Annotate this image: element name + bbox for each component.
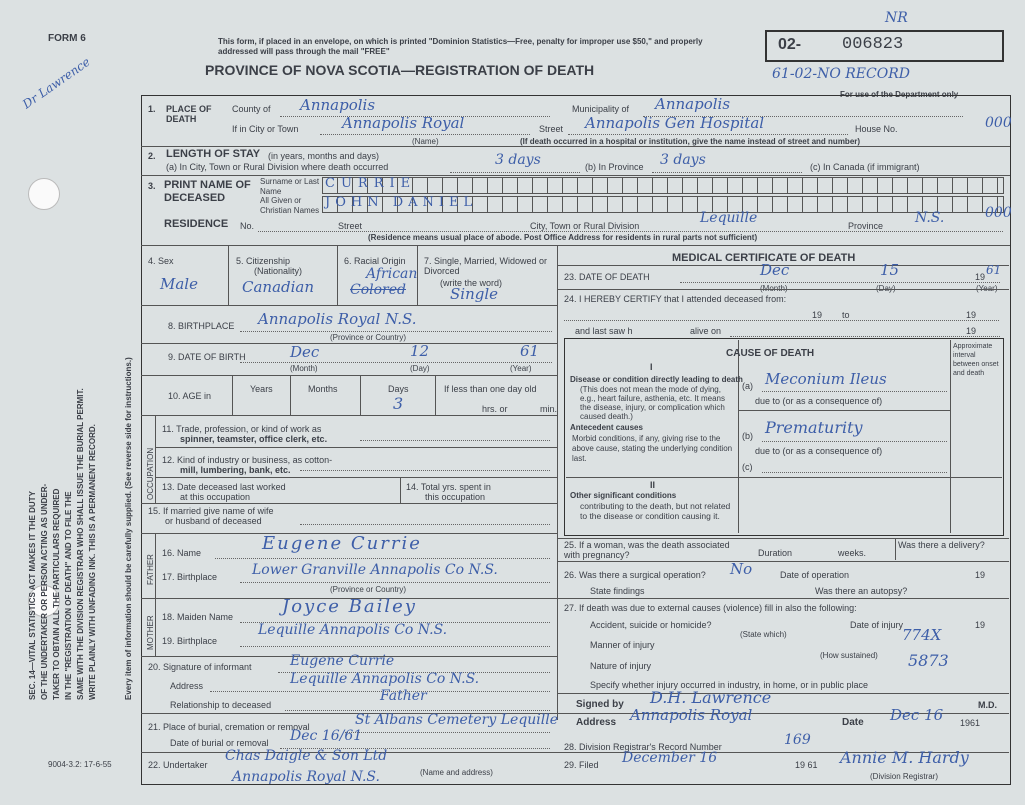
op-date-label: Date of operation — [780, 570, 850, 580]
dob-day-sub: (Day) — [410, 364, 430, 373]
city-value: Annapolis Royal — [342, 114, 465, 132]
q23-label: 23. DATE OF DEATH — [564, 272, 650, 282]
code-2: 5873 — [908, 651, 949, 670]
roman-2: II — [650, 480, 656, 490]
duration-label: Duration — [758, 548, 793, 558]
res-prov-value: N.S. — [915, 210, 945, 226]
death-month: Dec — [760, 261, 790, 279]
hosp-note: (If death occurred in a hospital or institution, give the name instead of street and number) — [520, 137, 861, 146]
res-no: No. — [240, 221, 255, 231]
name-sub: (Name) — [412, 137, 439, 146]
dob-month-sub: (Month) — [290, 364, 318, 373]
death-day: 15 — [880, 261, 900, 279]
death-year: 61 — [986, 263, 1002, 277]
cod-a: (a) — [742, 381, 753, 391]
sex-label: 4. Sex — [148, 256, 174, 266]
mail-notice: This form, if placed in an envelope, on which is printed "Dominion Statistics—Free, penalty for improper use $50," and properly addressed will pass through the mail "FREE" — [218, 37, 703, 56]
dob-month: Dec — [290, 343, 320, 361]
res-note: (Residence means usual place of abode. Post Office Address for residents in rural parts not sufficient) — [368, 233, 758, 242]
state-which: (State which) — [740, 630, 787, 639]
house-label: House No. — [855, 124, 898, 134]
q24-label: 24. I HEREBY CERTIFY that I attended deceased from: — [564, 294, 787, 304]
findings-label: State findings — [590, 586, 645, 596]
nature-label: Nature of injury — [590, 661, 652, 671]
place-code: 000 — [985, 115, 1012, 131]
filed-year: 19 61 — [795, 760, 818, 770]
age-days-value: 3 — [393, 394, 404, 413]
cod-title: CAUSE OF DEATH — [726, 348, 815, 359]
residence-label: RESIDENCE — [164, 218, 229, 230]
hrs-label: hrs. or — [482, 404, 508, 414]
stay-a-value: 3 days — [495, 152, 541, 168]
nr-mark: NR — [885, 10, 908, 26]
margin-handwritten: Dr Lawrence — [20, 54, 93, 112]
q25-label: 25. If a woman, was the death associated with pregnancy? — [564, 540, 730, 560]
q16-label: 16. Name — [162, 548, 202, 558]
alive-19: 19 — [966, 326, 977, 336]
disease-label: Disease or condition directly leading to death — [570, 375, 743, 384]
q13-b: at this occupation — [180, 492, 251, 502]
street-label: Street — [539, 124, 564, 134]
occupation-side: OCCUPATION — [146, 447, 155, 500]
birthplace-label: 8. BIRTHPLACE — [168, 321, 235, 331]
stay-sub: (in years, months and days) — [268, 151, 380, 161]
stay-b-value: 3 days — [660, 152, 706, 168]
surname-cells — [322, 177, 1004, 194]
mother-name: Joyce Bailey — [282, 596, 417, 617]
sex-value: Male — [160, 275, 198, 293]
res-code: 000 — [985, 205, 1012, 221]
med-title: MEDICAL CERTIFICATE OF DEATH — [672, 252, 856, 264]
cod-b: (b) — [742, 431, 753, 441]
margin-explain: Every item of information should be carefully supplied. (See reverse side for instructions.) — [124, 357, 133, 700]
mother-side: MOTHER — [146, 615, 155, 650]
undertaker-name: Chas Daigle & Son Ltd — [225, 748, 388, 764]
q11-b: spinner, teamster, office clerk, etc. — [180, 434, 328, 444]
lt-day-label: If less than one day old — [444, 384, 537, 394]
marital-label: 7. Single, Married, Widowed or Divorced — [424, 256, 548, 276]
filed-date: December 16 — [622, 750, 718, 766]
roman-1: I — [650, 362, 653, 372]
q17-label: 17. Birthplace — [162, 572, 218, 582]
how-sustained: (How sustained) — [820, 651, 878, 660]
undertaker-sub: (Name and address) — [420, 768, 493, 777]
res-city-label: City, Town or Rural Division — [530, 221, 640, 231]
sec14-line3: TAKER TO OBTAIN ALL THE PARTICULARS REQUIRED — [52, 488, 61, 700]
q15-b: or husband of deceased — [165, 516, 262, 526]
dept-note: 61-02-NO RECORD — [772, 66, 910, 82]
div-registrar: (Division Registrar) — [870, 772, 939, 781]
burial-date: Dec 16/61 — [290, 728, 363, 744]
q26-label: 26. Was there a surgical operation? — [564, 570, 706, 580]
q15-a: 15. If married give name of wife — [148, 506, 274, 516]
father-side: FATHER — [146, 554, 155, 585]
q27-label: 27. If death was due to external causes (violence) fill in also the following: — [564, 603, 857, 613]
sec14-line1: SEC. 14—VITAL STATISTICS ACT MAKES IT THE DUTY — [28, 491, 37, 700]
burial-place: St Albans Cemetery Lequille — [355, 712, 559, 728]
surname-value: CURRIE — [325, 176, 417, 191]
q20-label: 20. Signature of informant — [148, 662, 252, 672]
accident-label: Accident, suicide or homicide? — [590, 620, 712, 630]
other-note: contributing to the death, but not related to the disease or condition causing it. — [580, 501, 731, 521]
father-name: Eugene Currie — [262, 533, 422, 554]
q11-a: 11. Trade, profession, or kind of work as — [162, 424, 322, 434]
q21-a: 21. Place of burial, cremation or removal — [148, 722, 310, 732]
q1-num: 1. — [148, 104, 156, 114]
q19-label: 19. Birthplace — [162, 636, 218, 646]
muni-value: Annapolis — [655, 95, 731, 113]
age-months: Months — [308, 384, 338, 394]
binder-hole-top — [28, 178, 60, 210]
q24-19a: 19 — [812, 310, 823, 320]
q12-a: 12. Kind of industry or business, as cotton- — [162, 455, 333, 465]
informant-addr: Lequille Annapolis Co N.S. — [290, 671, 480, 687]
age-label: 10. AGE in — [168, 391, 212, 401]
q28-label: 28. Division Registrar's Record Number — [564, 742, 722, 752]
md-label: M.D. — [978, 700, 997, 710]
age-days: Days — [388, 384, 409, 394]
mother-bp: Lequille Annapolis Co N.S. — [258, 622, 448, 638]
signed-label: Signed by — [576, 699, 624, 710]
cit-value: Canadian — [242, 278, 315, 296]
res-city-value: Lequille — [700, 210, 758, 226]
injury-date-label: Date of injury — [850, 620, 904, 630]
antecedent-note: Morbid conditions, if any, giving rise to the above cause, stating the underlying condition last. — [572, 434, 733, 463]
marital-sub: (write the word) — [440, 278, 503, 288]
q24-19b: 19 — [966, 310, 977, 320]
muni-label: Municipality of — [572, 104, 630, 114]
sec14-line6: WRITE PLAINLY WITH UNFADING INK. THIS IS A PERMANENT RECORD. — [88, 424, 97, 700]
dept-use-label: For use of the Department only — [840, 90, 959, 99]
marital-value: Single — [450, 285, 499, 303]
cod-c: (c) — [742, 462, 753, 472]
street-value: Annapolis Gen Hospital — [585, 114, 765, 132]
code-1: 774X — [902, 626, 942, 644]
q21-b: Date of burial or removal — [170, 738, 269, 748]
q3-num: 3. — [148, 181, 156, 191]
alive-on: alive on — [690, 326, 722, 336]
signed-date-yr: 1961 — [960, 718, 981, 728]
cod-b-value: Prematurity — [765, 418, 863, 437]
due-to-1: due to (or as a consequence of) — [755, 396, 883, 406]
q18-label: 18. Maiden Name — [162, 612, 234, 622]
q14-a: 14. Total yrs. spent in — [406, 482, 491, 492]
q13-a: 13. Date deceased last worked — [162, 482, 286, 492]
addr-label: Address — [170, 681, 204, 691]
stay-b-label: (b) In Province — [585, 162, 644, 172]
reg-prefix: 02- — [778, 36, 802, 53]
given-label: All Given or Christian Names — [260, 196, 320, 215]
undertaker-addr: Annapolis Royal N.S. — [232, 769, 380, 785]
due-to-2: due to (or as a consequence of) — [755, 446, 883, 456]
injury-19: 19 — [975, 620, 986, 630]
county-label: County of — [232, 104, 271, 114]
race-label: 6. Racial Origin — [344, 256, 406, 266]
sec14-line4: IN THE "REGISTRATION OF DEATH" AND TO FILE THE — [64, 491, 73, 700]
disease-note: (This does not mean the mode of dying, e.g., heart failure, asthenia, etc. It means the disease, injury, or complication which caused death.) — [580, 385, 725, 421]
address-label: Address — [576, 717, 617, 728]
interval-label: Approximate interval between onset and death — [953, 343, 999, 377]
death-yr-prefix: 19 — [975, 272, 986, 282]
q26-value: No — [730, 560, 753, 578]
cod-a-value: Meconium Ileus — [765, 370, 887, 388]
age-years: Years — [250, 384, 273, 394]
surname-label: Surname or Last Name — [260, 177, 320, 196]
signer-address: Annapolis Royal — [630, 706, 753, 724]
race-value: African — [366, 266, 418, 282]
father-bp-sub: (Province or Country) — [330, 585, 407, 594]
rel-label: Relationship to deceased — [170, 700, 272, 710]
delivery-label: Was there a delivery? — [898, 540, 985, 550]
weeks-label: weeks. — [838, 548, 867, 558]
date-label: Date — [842, 717, 864, 728]
sec14-line2: OF THE UNDERTAKER OR PERSON ACTING AS UNDER- — [40, 483, 49, 700]
form-title: PROVINCE OF NOVA SCOTIA—REGISTRATION OF DEATH — [205, 62, 595, 78]
q29-label: 29. Filed — [564, 760, 599, 770]
stay-a-label: (a) In City, Town or Rural Division where death occurred — [166, 162, 389, 172]
stay-c-label: (c) In Canada (if immigrant) — [810, 162, 920, 172]
cit-sub: (Nationality) — [254, 266, 303, 276]
res-street: Street — [338, 221, 363, 231]
op-date-19: 19 — [975, 570, 986, 580]
autopsy-label: Was there an autopsy? — [815, 586, 908, 596]
q2-num: 2. — [148, 151, 156, 161]
other-label: Other significant conditions — [570, 491, 677, 500]
signer: D.H. Lawrence — [650, 688, 772, 707]
dob-year: 61 — [520, 342, 540, 360]
last-saw: and last saw h — [575, 326, 633, 336]
cit-label: 5. Citizenship — [236, 256, 291, 266]
form-code: 9004-3.2: 17-6-55 — [48, 760, 112, 769]
specify-label: Specify whether injury occurred in industry, in home, or in public place — [590, 680, 868, 690]
dob-day: 12 — [410, 342, 430, 360]
registrar-sig: Annie M. Hardy — [840, 748, 969, 767]
birthplace-sub: (Province or Country) — [330, 333, 407, 342]
print-name-label: PRINT NAME OF DECEASED — [164, 179, 251, 204]
city-label: If in City or Town — [232, 124, 299, 134]
race-struck: Colored — [350, 282, 406, 298]
dob-label: 9. DATE OF BIRTH — [168, 352, 246, 362]
q22-label: 22. Undertaker — [148, 760, 208, 770]
min-label: min. — [540, 404, 558, 414]
informant-rel: Father — [380, 688, 427, 704]
stay-label: LENGTH OF STAY — [166, 148, 261, 160]
informant-sig: Eugene Currie — [290, 653, 395, 669]
q14-b: this occupation — [425, 492, 486, 502]
signed-date: Dec 16 — [890, 706, 944, 724]
res-prov-label: Province — [848, 221, 884, 231]
county-value: Annapolis — [300, 96, 376, 114]
sec14-line5: SAME WITH THE DIVISION REGISTRAR WHO SHALL ISSUE THE BURIAL PERMIT. — [76, 388, 85, 700]
q12-b: mill, lumbering, bank, etc. — [180, 465, 291, 475]
dob-year-sub: (Year) — [510, 364, 532, 373]
place-label: PLACE OF DEATH — [166, 104, 212, 124]
birthplace-value: Annapolis Royal N.S. — [258, 310, 417, 328]
father-bp: Lower Granville Annapolis Co N.S. — [252, 562, 498, 578]
manner-label: Manner of injury — [590, 640, 655, 650]
rec-number: 169 — [784, 732, 811, 748]
given-value: JOHN DANIEL — [325, 195, 478, 210]
form-number: FORM 6 — [48, 33, 86, 44]
reg-number: 006823 — [842, 35, 904, 54]
q24-to: to — [842, 310, 850, 320]
antecedent-label: Antecedent causes — [570, 423, 643, 432]
